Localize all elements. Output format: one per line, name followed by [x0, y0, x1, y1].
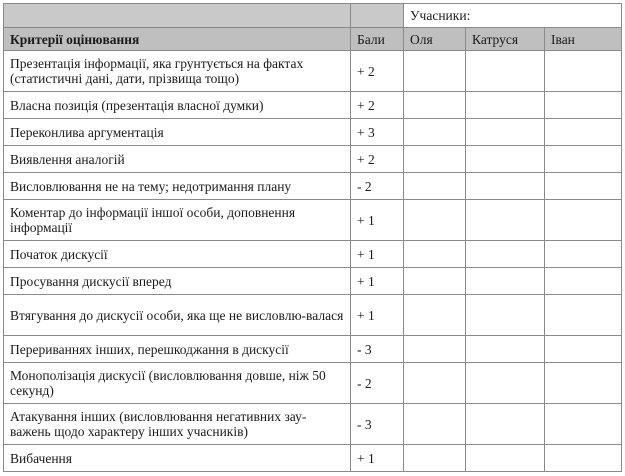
table-row: [4, 268, 622, 295]
score-cell: - 2: [351, 363, 404, 404]
criterion-cell: Власна позиція (презентація власної думки): [4, 92, 351, 119]
table-row: [4, 146, 622, 173]
score-cell: + 1: [351, 268, 404, 295]
table-row: [4, 173, 622, 200]
table-row: [4, 51, 622, 92]
criterion-cell: Презентація інформації, яка грунтується на фактах (статистичні дані, дати, прізвища тощо): [4, 51, 351, 92]
criterion-cell: Коментар до інформації іншої особи, доповнення інформації: [4, 200, 351, 241]
column-header-row: [4, 28, 622, 51]
score-cell: + 2: [351, 146, 404, 173]
table-row: [4, 241, 622, 268]
participant-score-cell[interactable]: [404, 200, 466, 241]
top-score-blank-cell: [351, 4, 404, 28]
table-row: [4, 119, 622, 146]
participant-score-cell[interactable]: [545, 146, 622, 173]
score-cell: + 1: [351, 295, 404, 336]
criterion-cell: Вибачення: [4, 445, 351, 472]
participant-score-cell[interactable]: [466, 119, 545, 146]
participant-score-cell[interactable]: [466, 146, 545, 173]
participant-score-cell[interactable]: [466, 268, 545, 295]
score-cell: - 3: [351, 336, 404, 363]
participant-score-cell[interactable]: [545, 363, 622, 404]
participant-score-cell[interactable]: [545, 404, 622, 445]
participant-score-cell[interactable]: [466, 51, 545, 92]
participant-score-cell[interactable]: [404, 295, 466, 336]
table-row: [4, 92, 622, 119]
participant-score-cell[interactable]: [404, 92, 466, 119]
score-column-header: Бали: [351, 28, 404, 51]
participant-score-cell[interactable]: [545, 445, 622, 472]
participant-score-cell[interactable]: [404, 241, 466, 268]
participant-score-cell[interactable]: [545, 173, 622, 200]
participant-score-cell[interactable]: [466, 92, 545, 119]
participant-score-cell[interactable]: [404, 445, 466, 472]
criteria-column-header: Критерії оцінювання: [4, 28, 351, 51]
criterion-cell: Перериваннях інших, перешкоджання в дискусії: [4, 336, 351, 363]
participant-score-cell[interactable]: [466, 363, 545, 404]
participants-top-row: [4, 4, 622, 28]
participant-score-cell[interactable]: [404, 363, 466, 404]
participants-label: Учасники:: [404, 4, 622, 28]
participant-score-cell[interactable]: [404, 268, 466, 295]
criterion-cell: Переконлива аргументація: [4, 119, 351, 146]
participant-score-cell[interactable]: [404, 146, 466, 173]
participant-score-cell[interactable]: [466, 200, 545, 241]
participant-score-cell[interactable]: [545, 336, 622, 363]
score-cell: + 1: [351, 241, 404, 268]
score-cell: + 1: [351, 445, 404, 472]
criterion-cell: Втягування до дискусії особи, яка ще не висловлю-валася: [4, 295, 351, 336]
table-row: [4, 200, 622, 241]
criterion-cell: Висловлювання не на тему; недотримання плану: [4, 173, 351, 200]
criterion-cell: Початок дискусії: [4, 241, 351, 268]
participant-column-header-3: Іван: [545, 28, 622, 51]
participant-score-cell[interactable]: [545, 200, 622, 241]
score-cell: + 2: [351, 92, 404, 119]
participant-column-header-2: Катруся: [466, 28, 545, 51]
criterion-cell: Атакування інших (висловлювання негативних зау-важень щодо характеру інших учасників): [4, 404, 351, 445]
participant-score-cell[interactable]: [466, 295, 545, 336]
score-cell: - 2: [351, 173, 404, 200]
participant-score-cell[interactable]: [545, 92, 622, 119]
criteria-table-wrapper: [3, 3, 622, 472]
participant-score-cell[interactable]: [466, 336, 545, 363]
criterion-cell: Просування дискусії вперед: [4, 268, 351, 295]
table-row: [4, 295, 622, 336]
participant-score-cell[interactable]: [545, 241, 622, 268]
participant-score-cell[interactable]: [404, 404, 466, 445]
table-row: [4, 363, 622, 404]
participant-score-cell[interactable]: [404, 336, 466, 363]
participant-score-cell[interactable]: [404, 119, 466, 146]
participant-score-cell[interactable]: [466, 173, 545, 200]
participant-score-cell[interactable]: [466, 445, 545, 472]
participant-score-cell[interactable]: [466, 404, 545, 445]
participant-score-cell[interactable]: [545, 268, 622, 295]
score-cell: + 1: [351, 200, 404, 241]
table-row: [4, 445, 622, 472]
participant-score-cell[interactable]: [545, 295, 622, 336]
participant-score-cell[interactable]: [545, 119, 622, 146]
table-row: [4, 336, 622, 363]
participant-score-cell[interactable]: [545, 51, 622, 92]
table-row: [4, 404, 622, 445]
score-cell: - 3: [351, 404, 404, 445]
criterion-cell: Виявлення аналогій: [4, 146, 351, 173]
criteria-table: [3, 3, 622, 472]
criterion-cell: Монополізація дискусії (висловлювання довше, ніж 50 секунд): [4, 363, 351, 404]
score-cell: + 3: [351, 119, 404, 146]
score-cell: + 2: [351, 51, 404, 92]
participant-column-header-1: Оля: [404, 28, 466, 51]
participant-score-cell[interactable]: [404, 51, 466, 92]
participant-score-cell[interactable]: [466, 241, 545, 268]
participant-score-cell[interactable]: [404, 173, 466, 200]
top-left-blank-cell: [4, 4, 351, 28]
